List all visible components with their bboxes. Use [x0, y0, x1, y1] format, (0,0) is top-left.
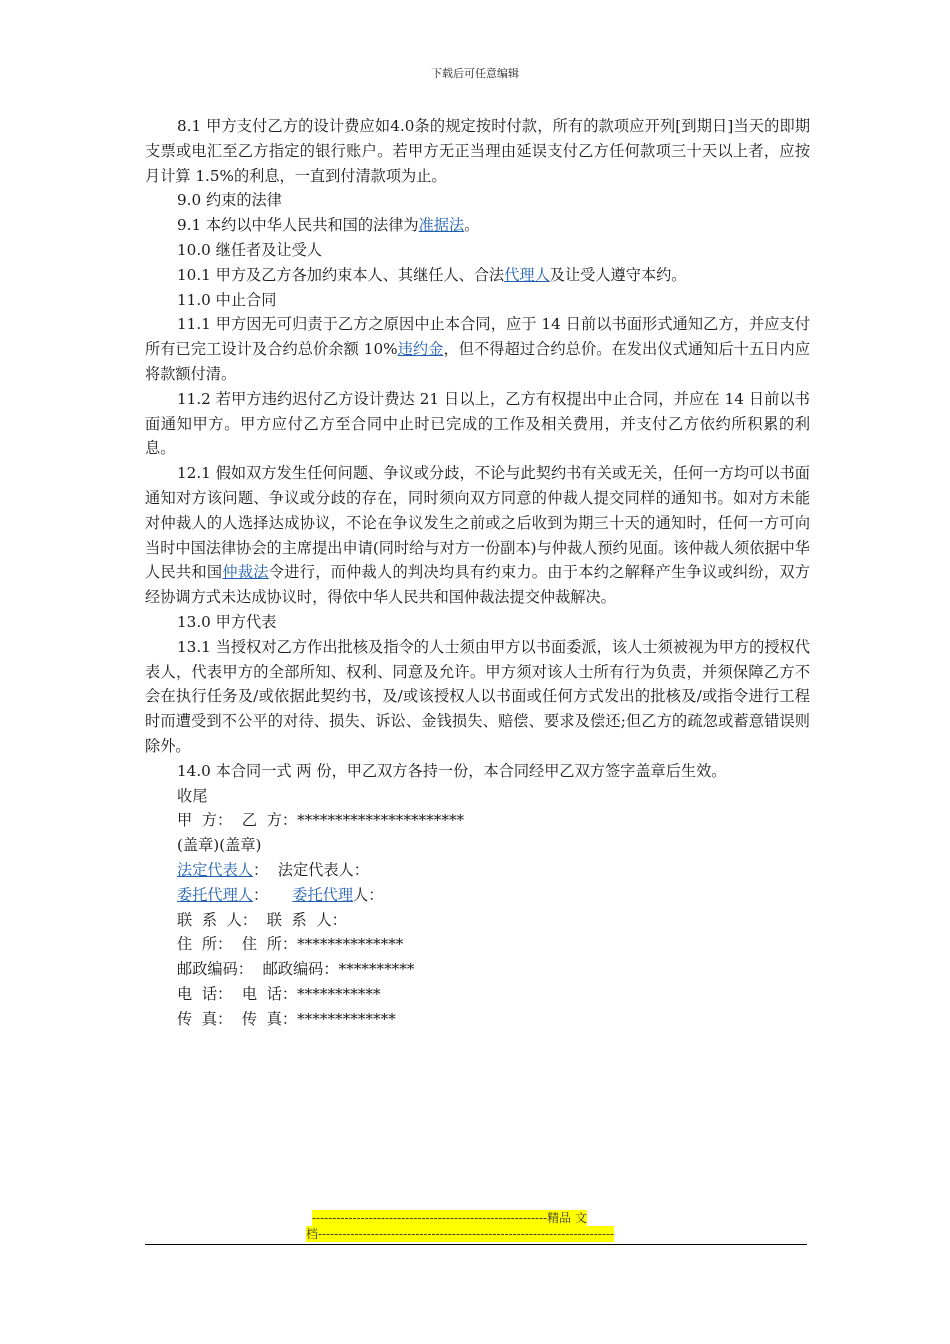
- heading-10: 10.0 继任者及让受人: [177, 240, 322, 259]
- clause-12-1: [145, 461, 810, 610]
- clause-text: 。: [464, 216, 480, 235]
- clause-8-1: 8.1 甲方支付乙方的设计费应如4.0条的规定按时付款，所有的款项应开列[到期日]当天的即期支票或电汇至乙方指定的银行账户。若甲方无正当理由延误支付乙方任何款项三十天以上者，应按月计算 1.5%的利息，一直到付清款项为止。: [145, 117, 810, 185]
- sig-contact: 联 系 人： 联 系 人：: [177, 910, 347, 929]
- clause-text: 11.1 甲方因无可归责于乙方之原因中止本合同，应于 14 日前以书面形式通知乙方，并应支付所有已完工设计及合约总价余额 10%: [145, 315, 810, 359]
- link-agent[interactable]: 代理人: [504, 265, 550, 284]
- sig-seal: (盖章)(盖章): [177, 836, 262, 855]
- link-authorized-agent-2[interactable]: 委托代理: [292, 885, 354, 904]
- sig-legal-rep: [145, 858, 810, 883]
- clause-text: 12.1 假如双方发生任何问题、争议或分歧，不论与此契约书有关或无关，任何一方均可以书面通知对方该问题、争议或分歧的存在，同时须向双方同意的仲裁人提交同样的通知书。如对方未能对仲裁人的人选择达成协议，不论在争议发生之前或之后收到为期三十天的通知时，任何一方可向当时中国法律协会的主席提出申请(同时给与对方一份副本)与仲裁人预约见面。该仲裁人须依据中华人民共和国: [145, 464, 810, 582]
- sig-fax: 传 真： 传 真：*************: [177, 1009, 396, 1028]
- heading-11: 11.0 中止合同: [177, 290, 277, 309]
- clause-9-1: [145, 213, 810, 238]
- sig-text: ： 法定代表人：: [252, 860, 369, 879]
- link-authorized-agent[interactable]: 委托代理人: [177, 885, 253, 904]
- sig-agent: [145, 883, 810, 908]
- footer-line-1: ----------------------------------------------------------精品 文: [312, 1211, 587, 1225]
- sig-parties: 甲 方： 乙 方：**********************: [177, 811, 465, 830]
- closing-label: 收尾: [177, 786, 208, 805]
- sig-postcode: 邮政编码： 邮政编码：**********: [177, 960, 415, 979]
- contract-body: [145, 114, 810, 1031]
- heading-13: 13.0 甲方代表: [177, 612, 277, 631]
- heading-9: 9.0 约束的法律: [177, 191, 282, 210]
- clause-13-1: 13.1 当授权对乙方作出批核及指令的人士须由甲方以书面委派，该人士须被视为甲方的授权代表人，代表甲方的全部所知、权利、同意及允许。甲方须对该人士所有行为负责，并须保障乙方不会在执行任务及/或依据此契约书，及/或该授权人以书面或任何方式发出的批核及/或指令进行工程时而遭受到不公平的对待、损失、诉讼、金钱损失、赔偿、要求及偿还;但乙方的疏忽或蓄意错误则除外。: [145, 637, 810, 755]
- sig-phone: 电 话： 电 话：***********: [177, 984, 381, 1003]
- clause-text: ，但不得超过合约总价。在发出仪式通知后十五日内应将款额付清。: [145, 340, 811, 383]
- signature-block: [145, 808, 810, 1031]
- clause-text: 及让受人遵守本约。: [549, 265, 687, 284]
- link-legal-rep[interactable]: 法定代表人: [177, 860, 253, 879]
- clause-text: 令进行，而仲裁人的判决均具有约束力。由于本约之解释产生争议或纠纷，双方经协调方式未达成协议时，得依中华人民共和国仲裁法提交仲裁解决。: [145, 563, 811, 607]
- clause-14: 14.0 本合同一式 两 份，甲乙双方各持一份，本合同经甲乙双方签字盖章后生效。: [177, 761, 727, 780]
- footer-line-2: 档-------------------------------------------------------------------------: [306, 1227, 614, 1241]
- link-governing-law[interactable]: 准据法: [418, 216, 465, 235]
- clause-11-2: 11.2 若甲方违约迟付乙方设计费达 21 日以上，乙方有权提出中止合同，并应在 14 日前以书面通知甲方。甲方应付乙方至合同中止时已完成的工作及相关费用，并支付乙方依约所积累的利息。: [145, 389, 810, 458]
- clause-11-1: [145, 312, 810, 386]
- sig-address: 住 所： 住 所：**************: [177, 935, 404, 954]
- link-penalty[interactable]: 违约金: [397, 340, 444, 359]
- footer-rule: [145, 1244, 807, 1245]
- link-arbitration-law[interactable]: 仲裁法: [222, 563, 269, 582]
- page-header: 下载后可任意编辑: [431, 67, 519, 80]
- clause-text: 9.1 本约以中华人民共和国的法律为: [177, 216, 419, 235]
- sig-text: 人：: [353, 885, 384, 904]
- clause-text: 10.1 甲方及乙方各加约束本人、其继任人、合法: [177, 265, 505, 284]
- sig-text: ：: [252, 885, 293, 904]
- clause-10-1: [145, 263, 810, 288]
- footer-watermark: [306, 1210, 646, 1242]
